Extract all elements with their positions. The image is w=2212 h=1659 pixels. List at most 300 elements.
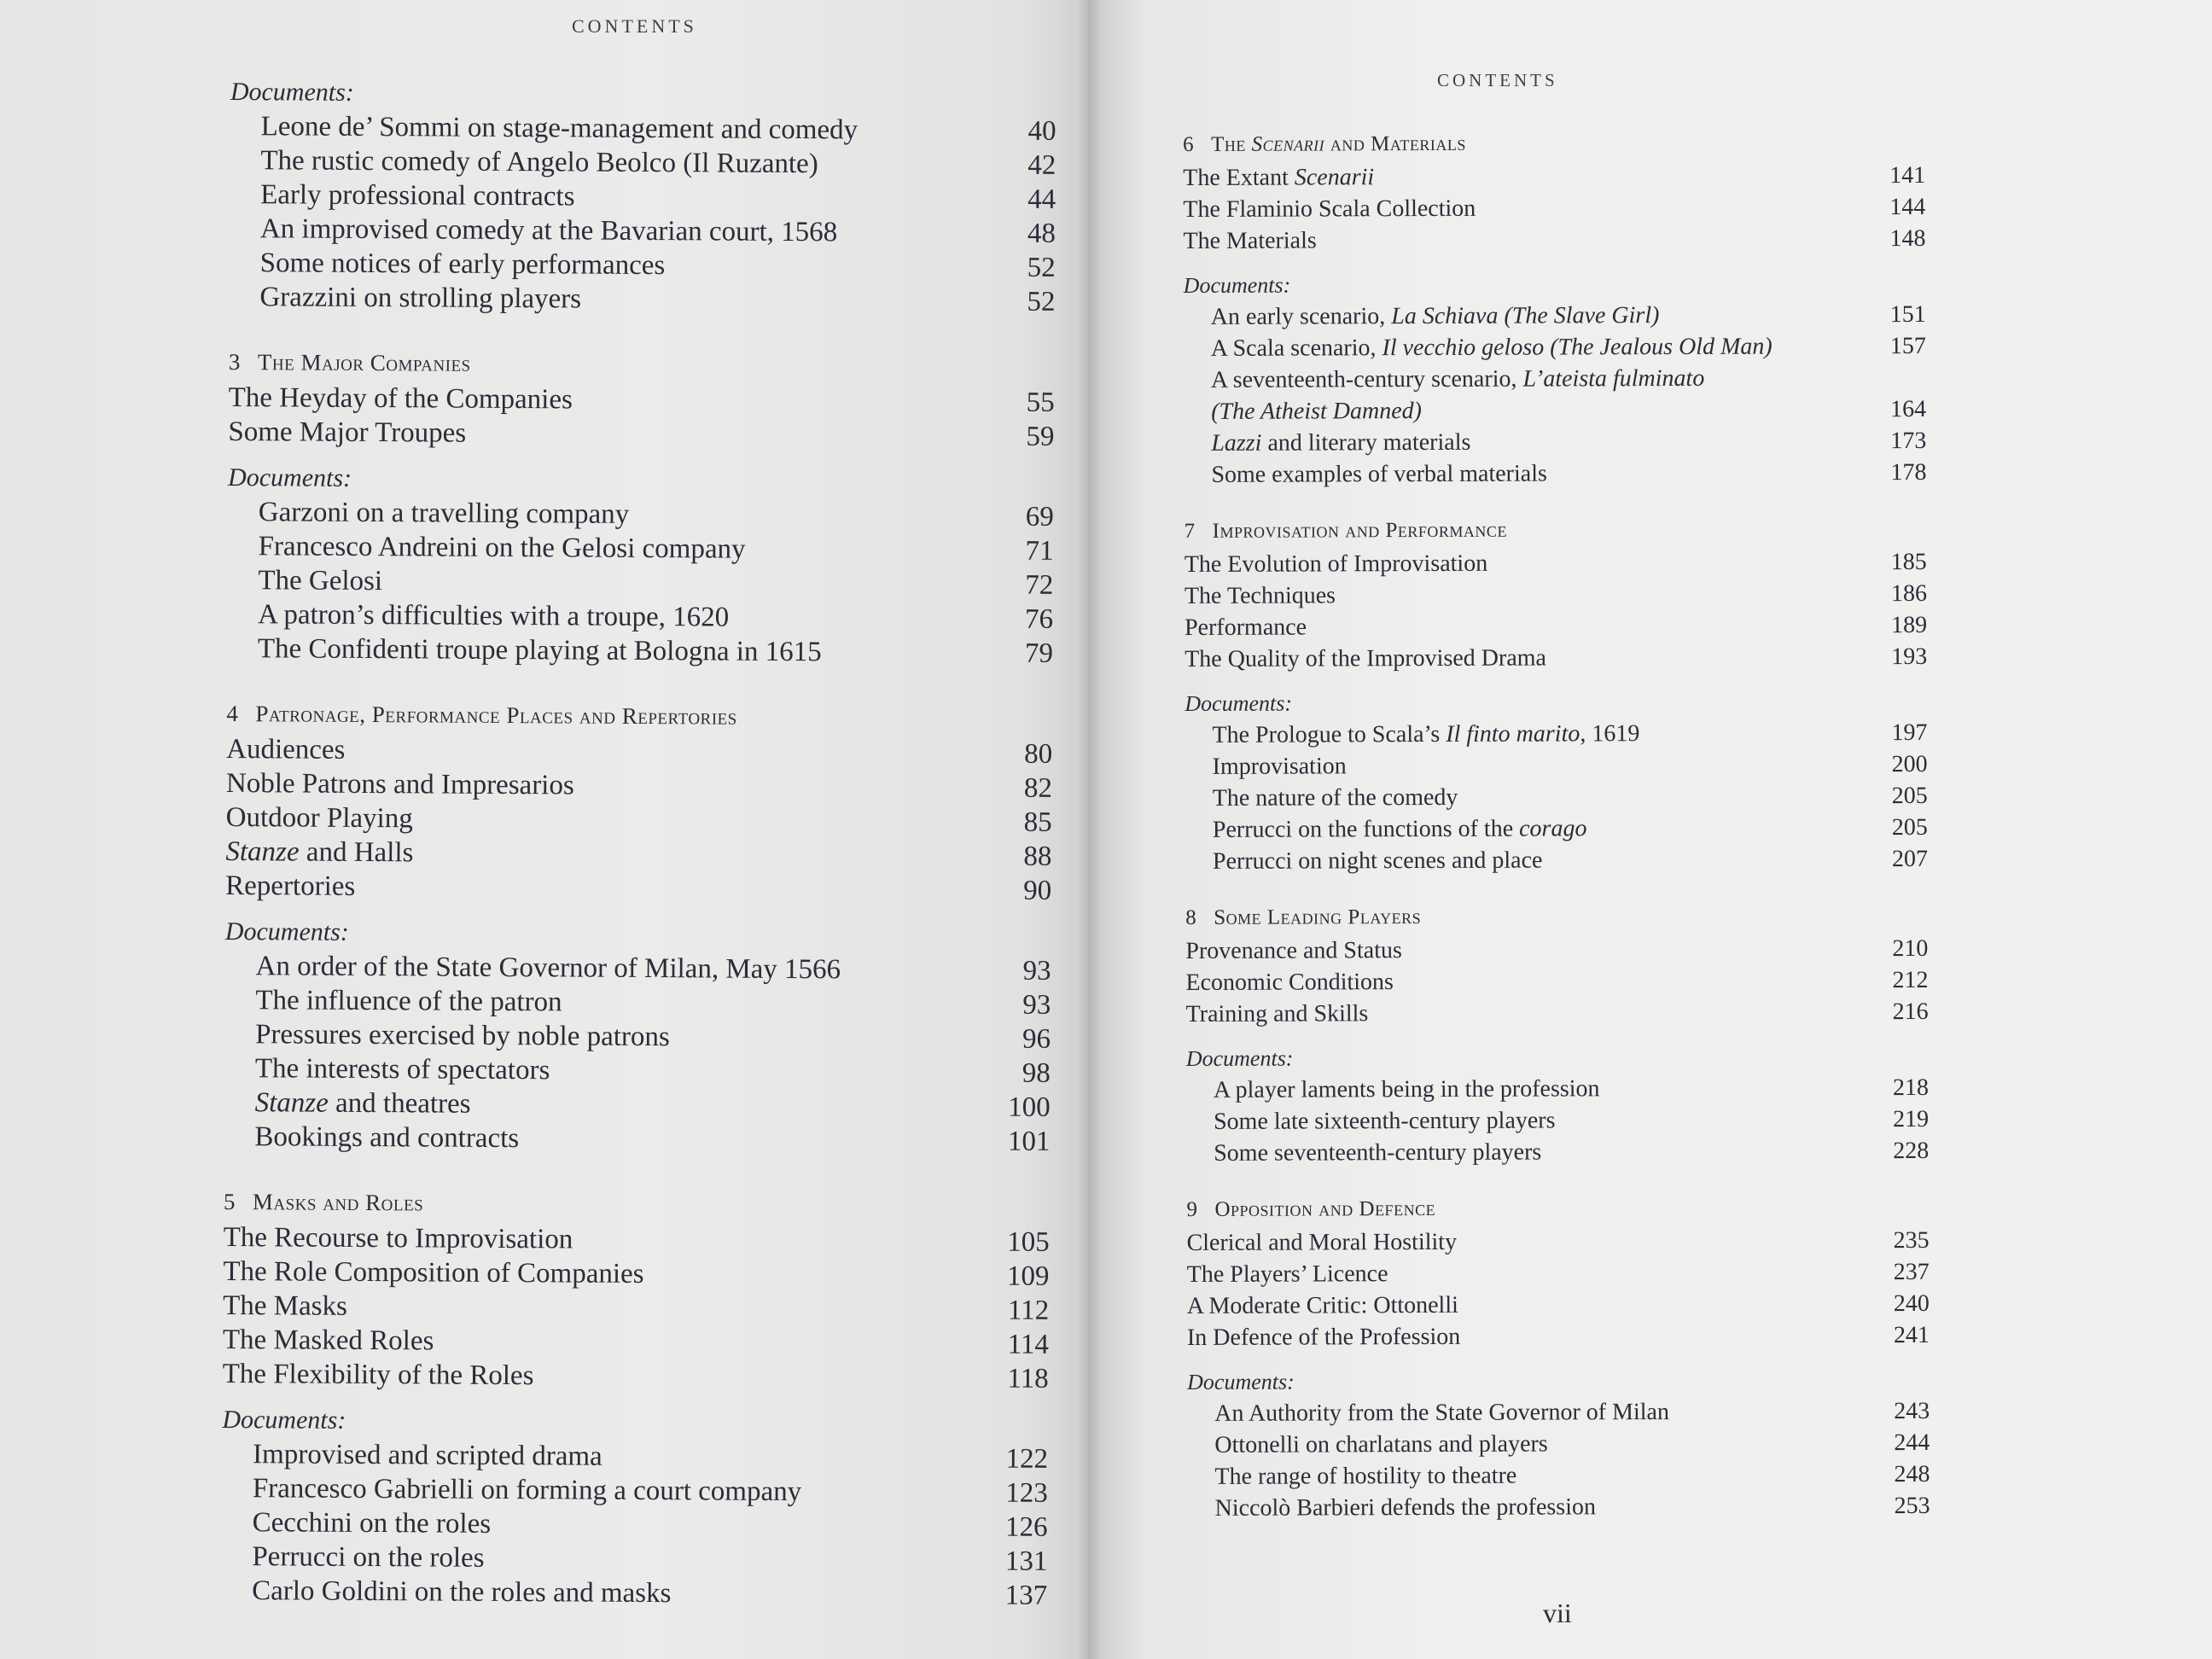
section-entry <box>1187 1288 1930 1322</box>
entry-title <box>1185 579 1336 612</box>
entry-title-italic: La Schiava (The Slave Girl) <box>1391 302 1660 330</box>
entry-title-text: A Scala scenario, <box>1210 335 1382 362</box>
entry-title-text: The Quality of the Improvised Drama <box>1185 644 1546 672</box>
chapter-title-text: Improvisation and Performance <box>1212 518 1507 543</box>
entry-title <box>1214 1073 1600 1106</box>
entry-title <box>224 1220 573 1257</box>
entry-title <box>225 869 355 904</box>
entry-title-text: Niccolò Barbieri defends the profession <box>1214 1493 1597 1522</box>
entry-title <box>1211 427 1470 459</box>
page-number: 189 <box>1890 611 1928 639</box>
entry-title <box>1187 1258 1388 1290</box>
documents-label: Documents: <box>1185 690 1293 716</box>
entry-title <box>1214 1104 1556 1137</box>
document-entry <box>221 1574 1057 1613</box>
entry-title <box>1211 363 1704 396</box>
page-number: 205 <box>1891 813 1928 841</box>
chapter-title-italic: Scenarii <box>1251 132 1325 156</box>
section-entry <box>223 1289 1059 1328</box>
document-entry <box>227 632 1063 671</box>
document-entry <box>1184 362 1926 396</box>
entry-title-text: , 1619 <box>1580 720 1640 748</box>
entry-title-italic: L’ateista fulminato <box>1522 364 1705 393</box>
entry-title <box>260 143 818 181</box>
entry-title <box>255 949 841 987</box>
page-number: 185 <box>1890 548 1927 576</box>
document-entry <box>222 1437 1058 1476</box>
entry-title <box>1214 1137 1541 1169</box>
document-entry <box>229 280 1065 319</box>
section-entry <box>1183 223 1925 257</box>
page-number: 243 <box>1894 1397 1930 1425</box>
page-number: 237 <box>1893 1258 1930 1286</box>
entry-title-text: Some seventeenth-century players <box>1214 1138 1542 1167</box>
document-entry <box>228 495 1064 534</box>
document-entry <box>222 1505 1058 1545</box>
entry-title-text: The Masks <box>223 1289 348 1322</box>
entry-title-italic: Stanze <box>225 835 300 868</box>
page-number: 123 <box>1005 1477 1048 1509</box>
page-number: 164 <box>1890 395 1927 423</box>
entry-title-text: An improvised comedy at the Bavarian court, 1568 <box>259 213 838 248</box>
entry-title <box>1212 718 1639 751</box>
section-entry <box>1183 160 1925 194</box>
entry-title <box>1211 395 1422 428</box>
document-entry <box>1184 393 1926 428</box>
entry-title-text: Cecchini on the roles <box>252 1507 492 1540</box>
entry-title <box>258 632 822 669</box>
entry-title-text: The Recourse to Improvisation <box>223 1221 573 1255</box>
entry-title-text: Perrucci on the roles <box>252 1541 485 1574</box>
entry-title <box>1214 1460 1516 1493</box>
entry-title <box>223 1323 434 1359</box>
entry-title-text: The Gelosi <box>258 565 383 597</box>
page-number: 88 <box>1023 841 1052 872</box>
chapter-title <box>1211 132 1466 156</box>
section-entry <box>1185 964 1928 998</box>
page-number: 205 <box>1891 782 1928 810</box>
document-entry <box>230 109 1067 148</box>
section-entry <box>223 1357 1059 1396</box>
entry-title-text: Garzoni on a travelling company <box>258 497 630 530</box>
entry-title <box>226 800 413 835</box>
page-number: 248 <box>1894 1460 1930 1488</box>
page-number: 112 <box>1007 1295 1050 1326</box>
section-entry <box>226 800 1062 840</box>
entry-title <box>1183 193 1476 225</box>
page-number: 244 <box>1894 1429 1930 1457</box>
entry-title <box>261 109 859 147</box>
page-number: 193 <box>1891 643 1928 671</box>
entry-title <box>258 563 382 598</box>
page-number: 148 <box>1889 224 1926 253</box>
entry-title <box>1185 966 1394 998</box>
entry-title-text: Noble Patrons and Impresarios <box>225 767 574 801</box>
entry-title-text: Carlo Goldini on the roles and masks <box>252 1575 672 1610</box>
chapter-title-text: The Major Companies <box>257 349 471 376</box>
entry-title-text: Early professional contracts <box>260 179 575 212</box>
entry-title <box>258 597 729 634</box>
page-number: 98 <box>1022 1057 1051 1089</box>
document-entry <box>225 949 1062 988</box>
chapter-number: 9 <box>1186 1197 1198 1221</box>
document-entry <box>1186 1135 1929 1169</box>
section-entry <box>226 732 1062 771</box>
document-entry <box>1185 780 1928 814</box>
entry-title <box>260 246 666 282</box>
entry-title-text: In Defence of the Profession <box>1186 1323 1461 1351</box>
entry-title-text: The Heyday of the Companies <box>228 381 573 416</box>
entry-title-text: The Prologue to Scala’s <box>1212 720 1447 748</box>
entry-title-text: An Authority from the State Governor of Milan <box>1214 1399 1669 1427</box>
entry-title-text: The range of hostility to theatre <box>1214 1462 1517 1490</box>
entry-title-text: Some late sixteenth-century players <box>1214 1107 1556 1135</box>
chapter-title <box>1213 519 1507 543</box>
page-number: 114 <box>1007 1329 1050 1360</box>
documents-label: Documents: <box>230 77 354 107</box>
entry-title-text: A player laments being in the profession <box>1213 1075 1600 1103</box>
page-number: 207 <box>1891 845 1929 873</box>
entry-title-text: An early scenario, <box>1210 303 1392 330</box>
chapter-heading <box>1183 125 1925 162</box>
contents-list <box>221 75 1067 1613</box>
entry-title <box>1211 300 1660 333</box>
page-number: 173 <box>1890 427 1927 455</box>
entry-title <box>226 732 346 767</box>
page-number: 212 <box>1892 966 1929 994</box>
section-entry <box>1185 933 1928 967</box>
entry-title <box>255 1086 471 1121</box>
left-page <box>0 0 1088 1659</box>
book-gutter <box>1077 0 1101 1659</box>
section-entry <box>1185 546 1927 580</box>
document-entry <box>222 1471 1058 1511</box>
entry-title <box>1213 750 1347 783</box>
entry-title-text: The nature of the comedy <box>1212 783 1458 812</box>
document-entry <box>1185 812 1928 846</box>
document-entry <box>1187 1395 1930 1429</box>
page-number: 218 <box>1892 1074 1929 1102</box>
entry-title <box>259 529 746 566</box>
page-number: 52 <box>1027 252 1056 283</box>
entry-title-italic: Stanze <box>254 1087 329 1119</box>
document-entry <box>1184 457 1926 491</box>
entry-title-text: The Confidenti troupe playing at Bologna in 1615 <box>257 633 822 668</box>
page-number: 90 <box>1023 875 1052 906</box>
page-number: 48 <box>1027 218 1056 249</box>
documents-label: Documents: <box>228 463 352 492</box>
entry-title-text: Repertories <box>225 870 356 902</box>
page-number: 235 <box>1893 1226 1930 1254</box>
entry-title-text: Ottonelli on charlatans and players <box>1214 1430 1548 1458</box>
document-entry <box>224 983 1061 1022</box>
entry-title-text: Outdoor Playing <box>225 801 413 835</box>
section-entry <box>1183 191 1925 225</box>
section-entry <box>225 835 1062 874</box>
chapter-number: 4 <box>226 700 239 727</box>
page-folio: vii <box>1543 1598 1572 1628</box>
entry-title <box>252 1540 484 1575</box>
entry-title <box>254 1120 519 1155</box>
entry-title-text: Improvised and scripted drama <box>253 1439 602 1472</box>
page-number: 93 <box>1022 955 1051 987</box>
entry-title-text: Improvisation <box>1212 753 1347 780</box>
page-number: 79 <box>1024 637 1053 669</box>
entry-title-text: and literary materials <box>1261 428 1471 457</box>
entry-title <box>1187 1289 1458 1322</box>
documents-label: Documents: <box>1185 1045 1294 1071</box>
entry-title-italic: corago <box>1519 815 1587 842</box>
entry-title-text: The rustic comedy of Angelo Beolco (Il Ruzante) <box>260 145 818 180</box>
chapter-title <box>1214 905 1421 929</box>
entry-title-text: The Flaminio Scala Collection <box>1183 195 1476 223</box>
entry-title-text: The Techniques <box>1184 582 1336 609</box>
page-number: 71 <box>1025 535 1054 567</box>
entry-title-text: and Halls <box>299 836 414 869</box>
page-number: 82 <box>1023 772 1053 804</box>
page-number: 52 <box>1027 286 1056 317</box>
documents-label: Documents: <box>1183 272 1291 298</box>
chapter-number: 3 <box>228 348 242 375</box>
document-entry <box>224 1086 1061 1125</box>
page-number: 42 <box>1027 149 1057 181</box>
document-entry <box>230 143 1066 183</box>
chapter-title-text: Opposition and Defence <box>1214 1196 1436 1221</box>
page-number: 200 <box>1891 750 1928 778</box>
entry-title <box>252 1574 672 1610</box>
chapter-title-text: The <box>1211 132 1252 156</box>
entry-title-text: A patron’s difficulties with a troupe, 1620 <box>258 599 730 633</box>
entry-title-text: An order of the State Governor of Milan, May 1566 <box>255 951 841 986</box>
section-entry <box>1187 1319 1930 1353</box>
page-number: 40 <box>1027 115 1057 147</box>
document-entry <box>224 1051 1061 1091</box>
entry-title <box>259 280 581 316</box>
entry-title-italic: Il finto marito <box>1446 720 1580 748</box>
page-number: 44 <box>1027 183 1057 215</box>
document-entry <box>227 597 1063 637</box>
entry-title <box>228 415 466 451</box>
entry-title-italic: Scenarii <box>1294 164 1375 191</box>
entry-title-text: Economic Conditions <box>1185 969 1394 996</box>
page-number: 109 <box>1006 1260 1050 1292</box>
entry-title-text: Bookings and contracts <box>254 1121 520 1155</box>
entry-title <box>255 1017 670 1054</box>
chapter-title-text: and Materials <box>1324 131 1466 156</box>
entry-title <box>229 381 573 416</box>
entry-title <box>1213 812 1587 846</box>
page-number: 100 <box>1008 1091 1051 1123</box>
page-number: 72 <box>1025 569 1054 601</box>
entry-title <box>1213 845 1543 877</box>
page-number: 210 <box>1892 934 1929 963</box>
entry-title-text: Training and Skills <box>1185 1000 1369 1027</box>
entry-title <box>1186 1226 1457 1259</box>
document-entry <box>1187 1458 1930 1493</box>
section-entry <box>1185 641 1927 675</box>
entry-title <box>1186 998 1369 1030</box>
document-entry <box>1185 717 1927 751</box>
entry-title <box>253 1437 602 1474</box>
entry-title-text: The interests of spectators <box>254 1053 550 1086</box>
entry-title <box>1211 458 1547 491</box>
page-number: 137 <box>1004 1580 1048 1611</box>
page-number: 228 <box>1893 1137 1930 1165</box>
chapter-title <box>1214 1197 1435 1221</box>
section-entry <box>223 1254 1059 1294</box>
section-entry <box>1186 1225 1929 1259</box>
chapter-heading <box>226 695 1062 737</box>
chapter-number: 8 <box>1185 905 1197 929</box>
entry-title-text: The Extant <box>1183 164 1295 191</box>
running-head: CONTENTS <box>572 15 697 37</box>
entry-title-text: Some Major Troupes <box>228 416 467 449</box>
section-entry <box>1187 1256 1930 1290</box>
document-entry <box>230 178 1066 217</box>
entry-title-text: Francesco Andreini on the Gelosi company <box>258 531 746 565</box>
chapter-title <box>258 349 471 376</box>
entry-title <box>259 495 630 532</box>
entry-title <box>1214 1396 1669 1429</box>
entry-title-text: The Materials <box>1183 227 1317 254</box>
entry-title-text: Leone de’ Sommi on stage-management and comedy <box>260 111 859 146</box>
entry-title <box>225 835 413 870</box>
section-entry <box>1185 609 1927 643</box>
page-number: 253 <box>1894 1492 1930 1520</box>
page-number: 240 <box>1893 1289 1930 1318</box>
chapter-number: 7 <box>1184 519 1196 543</box>
chapter-number: 5 <box>223 1188 236 1215</box>
chapter-title <box>253 1189 423 1215</box>
running-head: CONTENTS <box>1437 70 1558 90</box>
page-number: 157 <box>1889 332 1926 360</box>
page-number: 241 <box>1893 1321 1930 1349</box>
section-entry <box>226 766 1062 806</box>
entry-title <box>260 212 838 249</box>
entry-title <box>1185 548 1488 580</box>
page-number: 69 <box>1025 501 1054 533</box>
entry-title <box>253 1471 802 1509</box>
entry-title <box>255 1051 550 1087</box>
page-number: 85 <box>1023 806 1052 838</box>
document-entry <box>1186 1072 1929 1106</box>
entry-title-text: Francesco Gabrielli on forming a court company <box>252 1473 802 1508</box>
entry-title <box>1183 161 1374 194</box>
section-entry <box>225 869 1062 908</box>
page-number: 197 <box>1891 719 1928 747</box>
entry-title <box>1187 1321 1460 1353</box>
page-number: 93 <box>1022 989 1051 1021</box>
document-entry <box>1184 299 1926 333</box>
entry-title <box>253 1505 492 1541</box>
entry-title-text: and theatres <box>328 1087 471 1120</box>
entry-title <box>1211 331 1773 364</box>
entry-title-text: The Players’ Licence <box>1186 1260 1388 1288</box>
page-number: 105 <box>1007 1226 1050 1258</box>
document-entry <box>1185 748 1928 783</box>
entry-title-text: Some examples of verbal materials <box>1211 460 1547 488</box>
chapter-heading <box>1185 512 1927 549</box>
section-entry <box>228 415 1064 454</box>
entry-title-text: The Evolution of Improvisation <box>1184 550 1488 578</box>
chapter-heading <box>1186 1190 1929 1227</box>
document-entry <box>221 1540 1057 1579</box>
entry-title <box>1185 611 1307 643</box>
entry-title-text: The Flexibility of the Roles <box>222 1358 534 1392</box>
page-number: 141 <box>1889 161 1926 189</box>
entry-title-text: A seventeenth-century scenario, <box>1210 365 1523 393</box>
entry-title <box>1185 643 1546 675</box>
chapter-heading <box>1185 899 1928 935</box>
document-entry <box>228 529 1064 568</box>
entry-title-text: The Masked Roles <box>222 1324 434 1357</box>
section-entry <box>229 381 1065 420</box>
document-entry <box>230 246 1066 285</box>
documents-label: Documents: <box>224 917 349 946</box>
chapter-heading <box>229 343 1065 386</box>
document-entry <box>1184 425 1926 459</box>
document-entry <box>1188 1490 1930 1524</box>
document-entry <box>230 212 1066 251</box>
page-number: 144 <box>1889 193 1926 221</box>
page-number: 55 <box>1026 387 1055 418</box>
entry-title-text: The influence of the patron <box>255 985 562 1018</box>
entry-title <box>1215 1491 1596 1524</box>
documents-label: Documents: <box>1187 1369 1295 1394</box>
entry-title <box>1214 1429 1547 1461</box>
entry-title-text: Perrucci on night scenes and place <box>1212 847 1543 875</box>
page-number: 101 <box>1007 1126 1051 1157</box>
entry-title-text: Grazzini on strolling players <box>259 282 582 315</box>
section-entry <box>223 1323 1059 1362</box>
document-entry <box>224 1120 1060 1159</box>
page-number: 96 <box>1022 1023 1051 1055</box>
document-entry <box>1186 1103 1929 1138</box>
entry-title-text: Provenance and Status <box>1185 937 1402 964</box>
chapter-number: 6 <box>1183 132 1195 156</box>
entry-title <box>260 178 575 213</box>
chapter-title <box>255 701 737 729</box>
chapter-heading <box>224 1183 1060 1225</box>
entry-title-text: Pressures exercised by noble patrons <box>255 1019 670 1053</box>
entry-title-text: Audiences <box>226 733 346 765</box>
chapter-title-text: Patronage, Performance Places and Repertories <box>255 701 737 730</box>
chapter-title-text: Some Leading Players <box>1214 905 1422 929</box>
section-entry <box>1186 996 1929 1030</box>
page-number: 80 <box>1024 738 1053 770</box>
entry-title-text: Some notices of early performances <box>259 247 666 282</box>
page-number: 126 <box>1005 1511 1048 1543</box>
page-number: 178 <box>1890 458 1927 486</box>
section-entry <box>1185 578 1927 612</box>
entry-title-text: Perrucci on the functions of the <box>1212 815 1520 843</box>
entry-title-italic: Lazzi <box>1211 429 1262 457</box>
entry-title <box>223 1357 534 1393</box>
page-number: 131 <box>1004 1545 1048 1577</box>
chapter-title-text: Masks and Roles <box>252 1189 424 1216</box>
page-number: 122 <box>1005 1443 1049 1475</box>
entry-title <box>1213 782 1458 814</box>
document-entry <box>227 563 1063 602</box>
document-entry <box>224 1017 1061 1057</box>
entry-title-text: Clerical and Moral Hostility <box>1186 1228 1458 1256</box>
entry-title <box>1185 934 1402 967</box>
document-entry <box>1187 1427 1930 1461</box>
entry-title <box>223 1254 643 1291</box>
entry-title-text: Performance <box>1184 614 1307 641</box>
page-number: 59 <box>1026 421 1055 452</box>
page-number: 219 <box>1893 1105 1930 1133</box>
